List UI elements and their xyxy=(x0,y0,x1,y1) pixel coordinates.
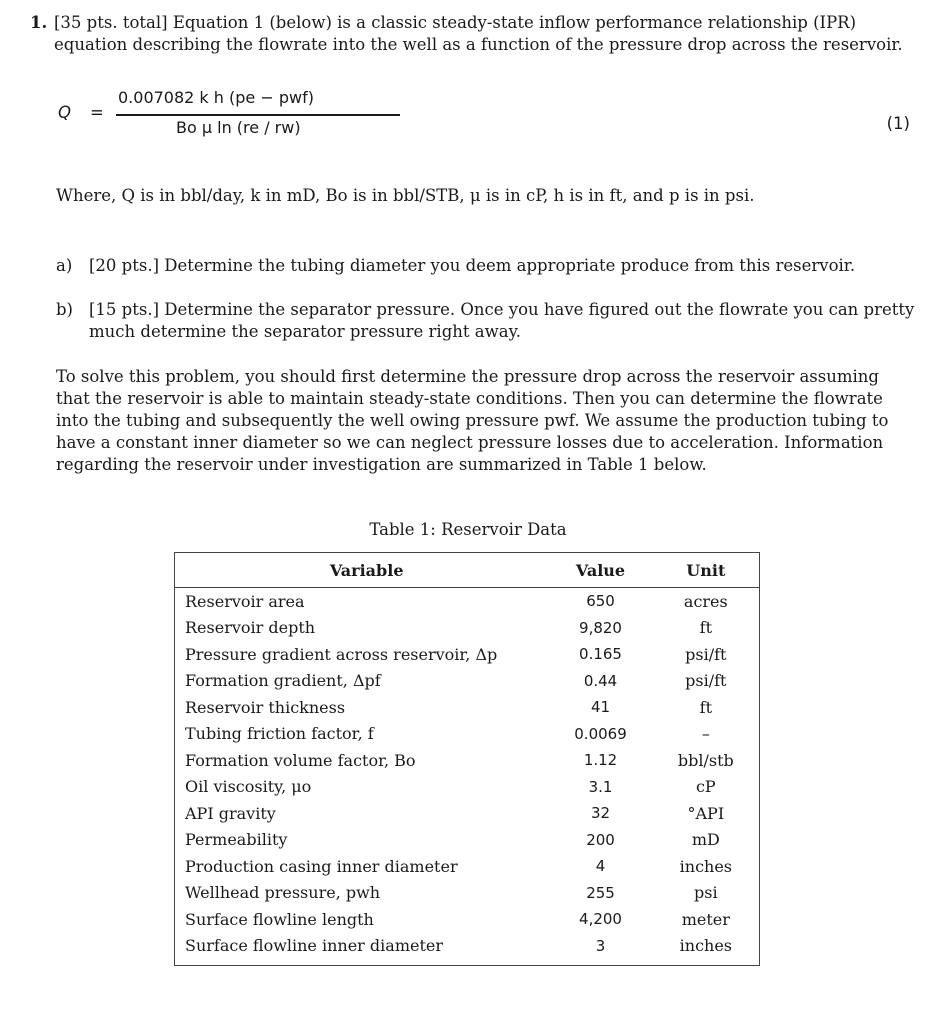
table-row xyxy=(175,906,760,933)
question-line-1: [35 pts. total] Equation 1 (below) is a classic steady-state inflow performance relationship (IPR) xyxy=(54,13,857,32)
table-caption: Table 1: Reservoir Data xyxy=(369,520,567,539)
part-a xyxy=(56,255,916,277)
cell-unit: meter xyxy=(681,909,730,929)
cell-variable: Tubing friction factor, f xyxy=(185,724,374,744)
cell-variable: Reservoir thickness xyxy=(185,697,346,717)
cell-variable: API gravity xyxy=(185,803,276,823)
equation-number: (1) xyxy=(886,114,910,133)
cell-value: 255 xyxy=(586,883,615,902)
ipr-equation xyxy=(58,88,918,168)
cell-value: 3 xyxy=(595,936,606,955)
table-row xyxy=(175,747,760,774)
cell-variable: Production casing inner diameter xyxy=(185,856,458,876)
fraction-bar xyxy=(116,114,400,116)
equation-denominator: Bo μ ln (re / rw) xyxy=(176,118,301,137)
units-note: Where, Q is in bbl/day, k in mD, Bo is in bbl/STB, μ is in cP, h is in ft, and p is in psi. xyxy=(56,186,755,205)
table-row xyxy=(175,694,760,721)
cell-value: 650 xyxy=(586,592,615,611)
table-row xyxy=(175,668,760,695)
instructions-paragraph xyxy=(56,366,916,476)
table-row xyxy=(175,588,760,615)
table-row xyxy=(175,853,760,880)
cell-value: 0.44 xyxy=(583,671,618,690)
equation-equals: = xyxy=(90,103,104,122)
part-a-label: a) xyxy=(56,256,73,275)
part-b-line-2: much determine the separator pressure right away. xyxy=(89,322,521,341)
paragraph-line: that the reservoir is able to maintain steady-state conditions. Then you can determine the flowrate xyxy=(56,389,883,408)
reservoir-data-table xyxy=(174,552,760,966)
table-header-row xyxy=(175,553,760,588)
paragraph-line: To solve this problem, you should first determine the pressure drop across the reservoir assuming xyxy=(56,367,879,386)
paragraph-line: have a constant inner diameter so we can neglect pressure losses due to acceleration. Information xyxy=(56,433,884,452)
part-b xyxy=(56,299,916,343)
header-unit: Unit xyxy=(653,553,760,588)
header-value: Value xyxy=(548,553,652,588)
part-b-line-1: [15 pts.] Determine the separator pressure. Once you have figured out the flowrate you can pretty xyxy=(89,300,915,319)
table-row xyxy=(175,933,760,966)
table-row xyxy=(175,880,760,907)
paragraph-line: regarding the reservoir under investigation are summarized in Table 1 below. xyxy=(56,455,707,474)
cell-unit: ft xyxy=(699,618,712,638)
cell-variable: Permeability xyxy=(185,830,288,850)
cell-variable: Oil viscosity, μo xyxy=(185,777,312,797)
paragraph-line: into the tubing and subsequently the well owing pressure pwf. We assume the production tubing to xyxy=(56,411,889,430)
equation-numerator: 0.007082 k h (pe − pwf) xyxy=(118,88,314,107)
cell-unit: bbl/stb xyxy=(677,750,734,770)
cell-unit: inches xyxy=(679,936,733,956)
cell-value: 9,820 xyxy=(579,618,622,637)
cell-value: 3.1 xyxy=(588,777,613,796)
cell-variable: Formation gradient, Δpf xyxy=(185,671,381,691)
table-row xyxy=(175,615,760,642)
header-variable: Variable xyxy=(175,553,549,588)
cell-unit: psi/ft xyxy=(685,644,727,664)
table-row xyxy=(175,774,760,801)
cell-variable: Surface flowline inner diameter xyxy=(185,936,443,956)
cell-value: 4,200 xyxy=(579,910,622,929)
cell-variable: Pressure gradient across reservoir, Δp xyxy=(185,644,498,664)
part-a-text: [20 pts.] Determine the tubing diameter you deem appropriate produce from this reservoir. xyxy=(89,256,856,275)
cell-unit: – xyxy=(701,724,710,744)
cell-unit: ft xyxy=(699,697,712,717)
cell-variable: Reservoir area xyxy=(185,591,305,611)
cell-unit: psi/ft xyxy=(685,671,727,691)
cell-variable: Formation volume factor, Bo xyxy=(185,750,416,770)
equation-lhs: Q xyxy=(58,103,71,122)
question-text xyxy=(54,12,920,56)
question-line-2: equation describing the flowrate into the well as a function of the pressure drop across the reservoir. xyxy=(54,35,903,54)
cell-variable: Wellhead pressure, pwh xyxy=(185,883,381,903)
cell-unit: °API xyxy=(687,803,725,823)
question-number: 1. xyxy=(30,13,48,32)
table-row xyxy=(175,800,760,827)
cell-unit: acres xyxy=(683,591,728,611)
cell-value: 1.12 xyxy=(583,751,618,770)
cell-unit: mD xyxy=(691,830,720,850)
cell-value: 200 xyxy=(586,830,615,849)
table-row xyxy=(175,641,760,668)
cell-value: 41 xyxy=(590,698,611,717)
cell-unit: psi xyxy=(694,883,718,903)
cell-unit: cP xyxy=(695,777,716,797)
cell-unit: inches xyxy=(679,856,733,876)
table-row xyxy=(175,827,760,854)
cell-value: 0.165 xyxy=(579,645,622,664)
cell-variable: Reservoir depth xyxy=(185,618,316,638)
part-b-text xyxy=(89,299,917,343)
cell-value: 4 xyxy=(595,857,606,876)
cell-value: 0.0069 xyxy=(574,724,627,743)
cell-variable: Surface flowline length xyxy=(185,909,374,929)
cell-value: 32 xyxy=(590,804,611,823)
part-b-label: b) xyxy=(56,300,73,319)
table-row xyxy=(175,721,760,748)
